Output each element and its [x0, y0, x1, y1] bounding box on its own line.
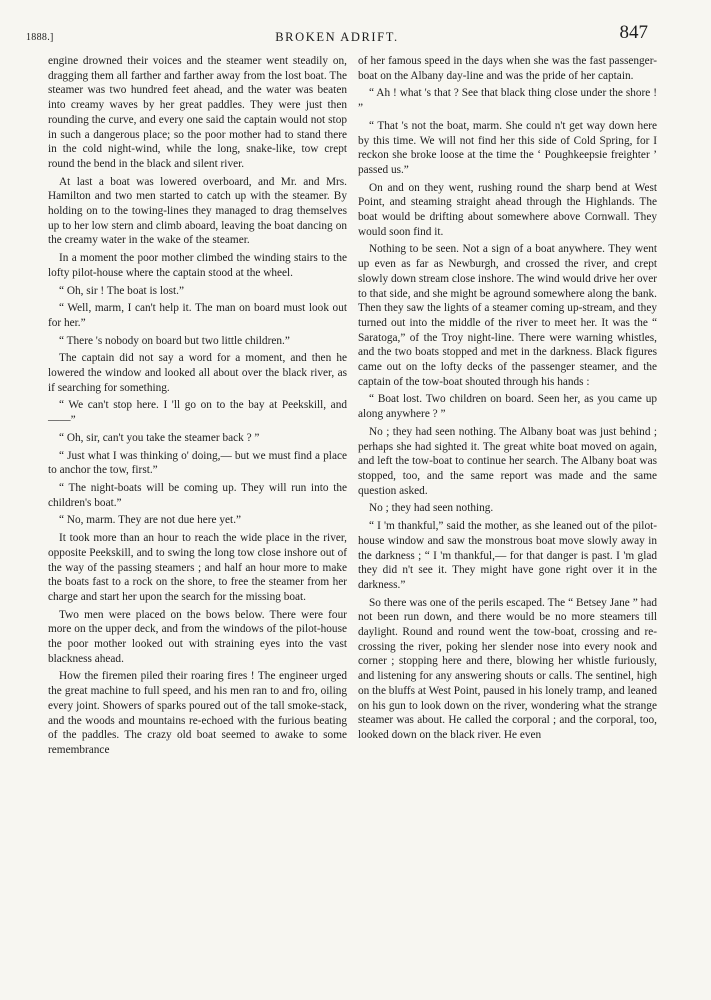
paragraph: No ; they had seen nothing.	[369, 502, 494, 515]
paragraph: “ I 'm thankful,” said the mother, as she leaned out of the pilot-house window and saw the monstrous boat move slowly away in the darkness ; “ I 'm thankful,— for that danger is past. I 'm glad they did n't see it. They might have gone right over it in the darkness.”	[358, 520, 657, 591]
paragraph: At last a boat was lowered overboard, and Mr. and Mrs. Hamilton and two men started to catch up with the steamer. By holding on to the towing-lines they managed to drag themselves up to her low stern and climb aboard, leaving the boat dancing on the creamy water in the wake of the steamer.	[48, 175, 347, 247]
header-title: BROKEN ADRIFT.	[275, 30, 399, 44]
paragraph: Two men were placed on the bows below. There were four more on the upper deck, and from the windows of the pilot-house the poor mother looked out with straining eyes into the vast blackness ahead.	[48, 608, 347, 665]
left-column	[48, 54, 347, 761]
paragraph: “ We can't stop here. I 'll go on to the bay at Peekskill, and ——”	[48, 399, 347, 427]
paragraph: “ That 's not the boat, marm. She could n't get way down here by this time. We will not find her this side of Cold Spring, for I reckon she broke loose at the time the ‘ Poughkeepsie freighter ’ passed us.”	[358, 119, 657, 176]
paragraph: of her famous speed in the days when she was the fast passenger-boat on the Albany day-line and was the pride of her captain.	[358, 55, 657, 82]
paragraph: How the firemen piled their roaring fires ! The engineer urged the great machine to full speed, and his men ran to and fro, oiling every joint. Showers of sparks poured out of the tall smoke-stack, and the woods and mountains re-echoed with the furious beating of the paddles. The crazy old boat seemed to awake to some remembrance	[48, 670, 347, 756]
paragraph: “ There 's nobody on board but two little children.”	[59, 334, 290, 347]
header-year: 1888.]	[26, 32, 54, 43]
running-header	[26, 22, 648, 50]
page-number: 847	[619, 22, 648, 43]
paragraph: So there was one of the perils escaped. The “ Betsey Jane ” had not been run down, and there would be no more steamers till daylight. Round and round went the tow-boat, crossing and re-crossing the river, poking her slender nose into every nook and corner ; stopping here and there, blowing her whistle furiously, and listening for any answering shouts or calls. The sentinel, high on the bluffs at West Point, paused in his lonely tramp, and leaned on his gun to look down on the river, wondering what the strange steamer was about. He called the corporal ; and the corporal, too, looked down on the black river. He even	[358, 596, 657, 741]
paragraph: In a moment the poor mother climbed the winding stairs to the lofty pilot-house where the captain stood at the wheel.	[48, 252, 347, 279]
paragraph: “ Boat lost. Two children on board. Seen her, as you came up along anywhere ? ”	[358, 393, 657, 421]
paragraph: On and on they went, rushing round the sharp bend at West Point, and steaming straight ahead through the Highlands. The boat would be drifting about somewhere above Cornwall. They would soon find it.	[358, 181, 657, 238]
paragraph: Nothing to be seen. Not a sign of a boat anywhere. They went up even as far as Newburgh, and crossed the river, and crept slowly down stream close inshore. The wind would drive her over to that side, and she might be aground somewhere along the bank. Then they saw the lights of a steamer coming up-stream, and they turned out into the middle of the river to meet her. It was the “ Saratoga,” of the Troy night-line. There were warning whistles, and the two boats stopped and met in the darkness. Black figures came out on the lofty decks of the passenger steamer, and the captain of the tow-boat shouted through his hands :	[358, 243, 657, 388]
paragraph: No ; they had seen nothing. The Albany boat was just behind ; perhaps she had sighted it. The great white boat moved on again, and left the tow-boat to continue her search. The Albany boat was stopped, too, and the same report was made and the same question asked.	[358, 425, 657, 497]
paragraph: It took more than an hour to reach the wide place in the river, opposite Peekskill, and to swing the long tow close inshore out of the way of the passing steamers ; and half an hour more to make the boats fast to a rock on the shore, to free the steamer from her charge and start her upon the search for the missing boat.	[48, 532, 347, 603]
paragraph: “ Well, marm, I can't help it. The man on board must look out for her.”	[48, 302, 347, 329]
paragraph: engine drowned their voices and the steamer went steadily on, dragging them all farther and farther away from the lost boat. The steamer was two hundred feet ahead, and the water was beaten into creamy waves by her great paddles. They were just then rounding the curve, and every one said the captain would not stop in such a dangerous place; so the poor mother had to stand there in the cold night-wind, while the long, snake-like, tow crept round the bend in the black and silent river.	[48, 55, 347, 170]
paragraph: “ Ah ! what 's that ? See that black thing close under the shore ! ”	[358, 87, 657, 115]
paragraph: “ Oh, sir, can't you take the steamer back ? ”	[59, 431, 260, 444]
paragraph: “ Oh, sir ! The boat is lost.”	[59, 284, 184, 297]
paragraph: “ The night-boats will be coming up. They will run into the children's boat.”	[48, 481, 347, 509]
paragraph: The captain did not say a word for a moment, and then he lowered the window and looked all about over the black river, as if searching for something.	[48, 352, 347, 394]
paragraph: “ No, marm. They are not due here yet.”	[59, 514, 242, 527]
paragraph: “ Just what I was thinking o' doing,— but we must find a place to anchor the tow, first.”	[48, 449, 347, 477]
right-column	[358, 54, 657, 746]
